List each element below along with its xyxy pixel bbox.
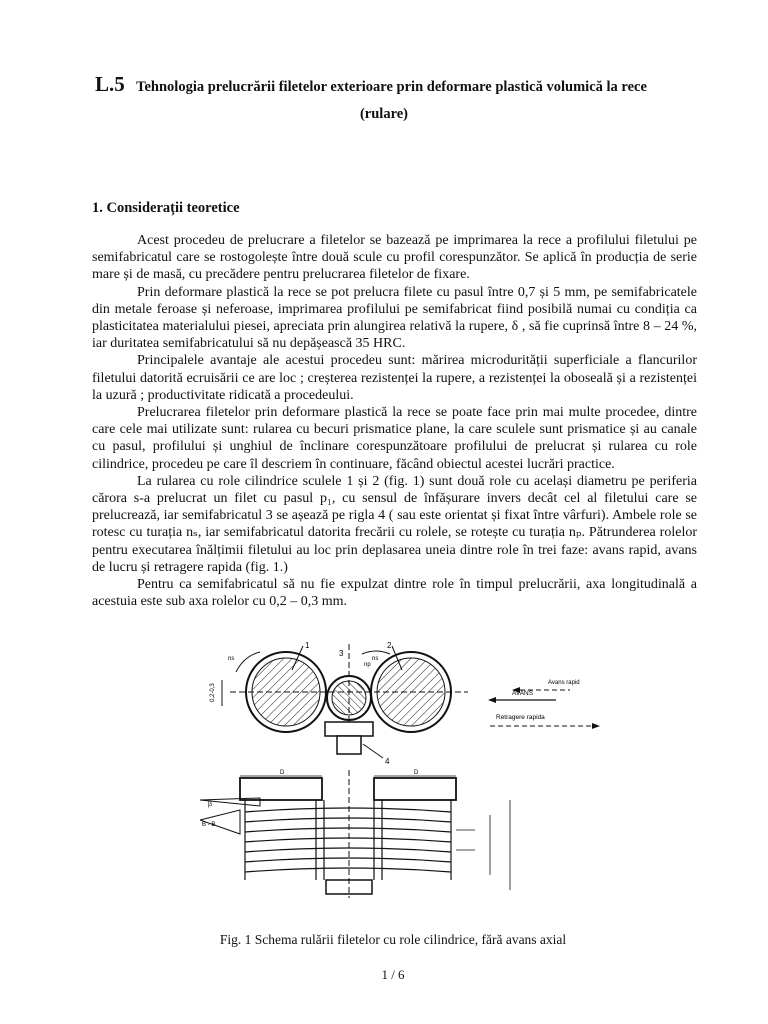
label-avans-rapid: Avans rapid [548,680,580,686]
paragraph: Prin deformare plastică la rece se pot prelucra filete cu pasul între 0,7 și 5 mm, pe semifabricatele din metale feroase și neferoase, imprimarea profilului pe semifabricat fiind posibilă numai cu condiția ca plasticitatea materialului piesei, apreciata prin alungirea relativă la rupere, δ , să fie cuprinsă între 8 – 24 %, iar duritatea semifabricatului să nu depășească 35 HRC. [92,284,697,352]
label-avans: AVANS [512,690,534,697]
lab-number: L.5 [95,72,125,96]
label-ns-right: ns [372,656,379,662]
paragraph: Prelucrarea filetelor prin deformare plastică la rece se poate face prin mai multe procedee, dintre care cele mai utilizate sunt: rularea cu becuri prismatice plane, la care sculele sunt prismatice și au canale cu pasul, profilului și unghiul de înclinare corespunzătoare profilului de prelucrat și rularea cu role cilindrice, procedeu pe care îl descriem în continuare, făcând obiectul acestei lucrări practice. [92,405,697,472]
roll-2-front [374,778,456,800]
label-1: 1 [305,641,310,650]
page-subtitle: (rulare) [359,106,409,122]
paragraph: Acest procedeu de prelucrare a filetelor se bazează pe imprimarea la rece a profilului filetului pe semifabricatul care se rostogolește între două scule cu profil corespunzător. Se aplică în producția de serie mare și de masă, cu precădere pentru prelucrarea filetelor de fixare. [92,233,697,283]
thread-rolling-diagram [200,640,600,900]
ruler-4 [325,722,373,736]
page-title [95,74,715,97]
label-beta-section: B - B [202,822,216,828]
label-beta: β [208,801,213,808]
label-np: np [364,662,371,668]
label-ns-left: ns [228,656,235,662]
label-4: 4 [385,757,390,766]
figure-1 [200,640,600,900]
label-2: 2 [387,641,392,650]
paragraph: La rularea cu role cilindrice sculele 1 și 2 (fig. 1) sunt două role cu același diametru pe periferia cărora s-a prelucrat un filet cu pasul p₁, cu sensul de înfășurare invers decât cel al filetului care se prelucrează, iar semifabricatul 3 se așează pe rigla 4 ( sau este orientat și fixat între vârfuri). Ambele role se rotesc cu turația nₛ, iar semifabricatul datorita frecării cu rolele, se rotește cu turația nₚ. Pătrunderea rolelor pentru executarea înălțimii filetului au loc prin deplasarea uneia dintre role în trei faze: avans rapid, avans de lucru și retragere rapida (fig. 1.) [92,473,697,575]
paragraph: Pentru ca semifabricatul să nu fie expulzat dintre role în timpul prelucrării, axa longitudinală a acestuia este sub axa rolelor cu 0,2 – 0,3 mm. [92,577,697,610]
label-d-right: D [414,770,419,776]
section-heading: 1. Considerații teoretice [92,200,240,216]
label-d-left: D [280,770,285,776]
figure-caption: Fig. 1 Schema rulării filetelor cu role cilindrice, fără avans axial [219,932,567,947]
title-text: Tehnologia prelucrării filetelor exterioare prin deformare plastică volumică la rece [136,79,647,95]
label-3: 3 [339,649,344,658]
label-retragere: Retragere rapida [496,714,545,721]
offset-dim: 0,2-0,3 [210,683,216,702]
body-text [92,232,697,610]
paragraph: Principalele avantaje ale acestui procedeu sunt: mărirea microdurității superficiale a flancurilor filetului datorită ecruisării ce are loc ; creșterea rezistenței la rupere, a rezistenței la oboseală și a rezistenței la uzură ; productivitate ridicată a procedeului. [92,353,697,403]
page-number: 1 / 6 [381,967,405,982]
roll-1-front [240,778,322,800]
